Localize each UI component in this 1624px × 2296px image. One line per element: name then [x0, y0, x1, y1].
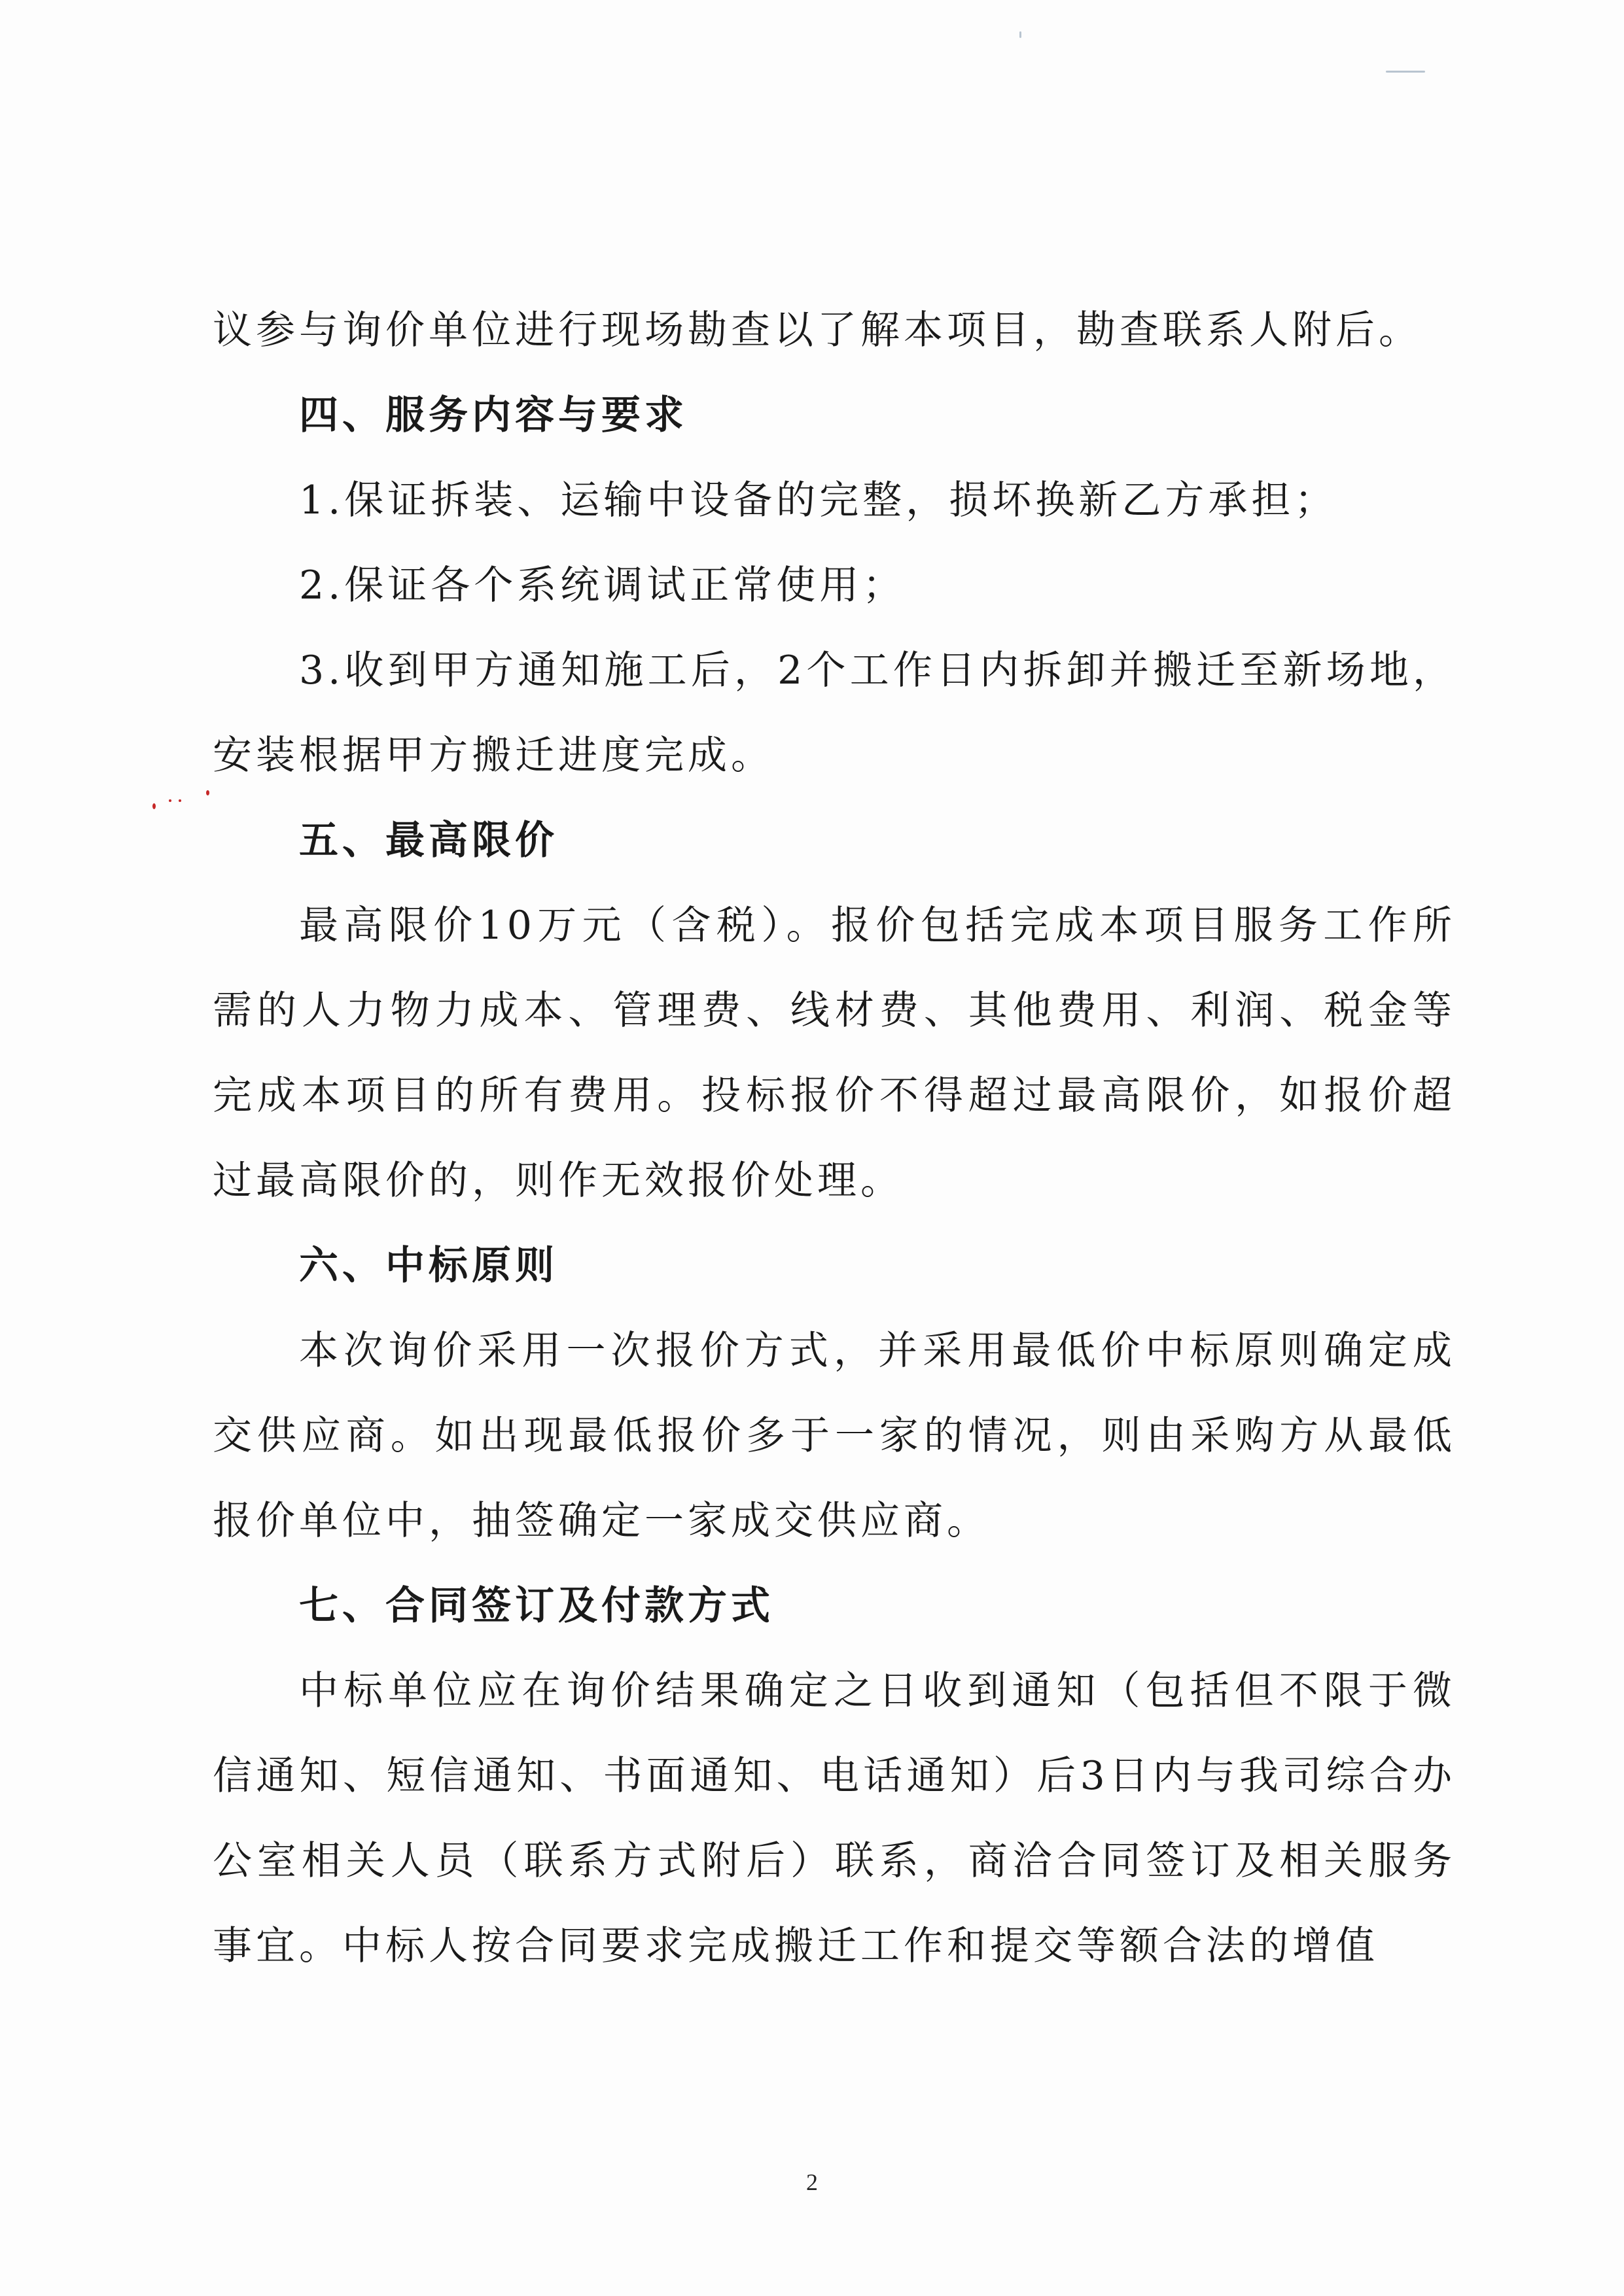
document-body	[213, 288, 1456, 1989]
paragraph: 本次询价采用一次报价方式，并采用最低价中标原则确定成交供应商。如出现最低报价多于一家的情况，则由采购方从最低报价单位中，抽签确定一家成交供应商。	[213, 1328, 1456, 1544]
paragraph: 3.收到甲方通知施工后，2个工作日内拆卸并搬迁至新场地，安装根据甲方搬迁进度完成。	[213, 648, 1456, 778]
red-ink-dot	[169, 799, 171, 802]
section-heading: 五、最高限价	[299, 818, 558, 863]
paragraph: 最高限价10万元（含税）。报价包括完成本项目服务工作所需的人力物力成本、管理费、线材费、其他费用、利润、税金等完成本项目的所有费用。投标报价不得超过最高限价，如报价超过最高限价的，则作无效报价处理。	[213, 903, 1456, 1204]
scan-speck	[1019, 31, 1021, 38]
paragraph: 1.保证拆装、运输中设备的完整，损坏换新乙方承担；	[299, 478, 1338, 523]
section-heading: 四、服务内容与要求	[299, 392, 688, 438]
page-number: 2	[806, 2169, 818, 2195]
paragraph: 议参与询价单位进行现场勘查以了解本项目，勘查联系人附后。	[213, 307, 1422, 353]
red-ink-dot	[179, 799, 181, 802]
scan-speck	[1386, 71, 1425, 73]
red-ink-dot	[152, 803, 156, 809]
paragraph: 中标单位应在询价结果确定之日收到通知（包括但不限于微信通知、短信通知、书面通知、电话通知）后3日内与我司综合办公室相关人员（联系方式附后）联系，商洽合同签订及相关服务事宜。中标人按合同要求完成搬迁工作和提交等额合法的增值	[213, 1668, 1456, 1969]
paragraph: 2.保证各个系统调试正常使用；	[299, 563, 906, 608]
section-heading: 七、合同签订及付款方式	[299, 1583, 774, 1629]
red-ink-dot	[206, 790, 209, 795]
section-heading: 六、中标原则	[299, 1243, 558, 1289]
